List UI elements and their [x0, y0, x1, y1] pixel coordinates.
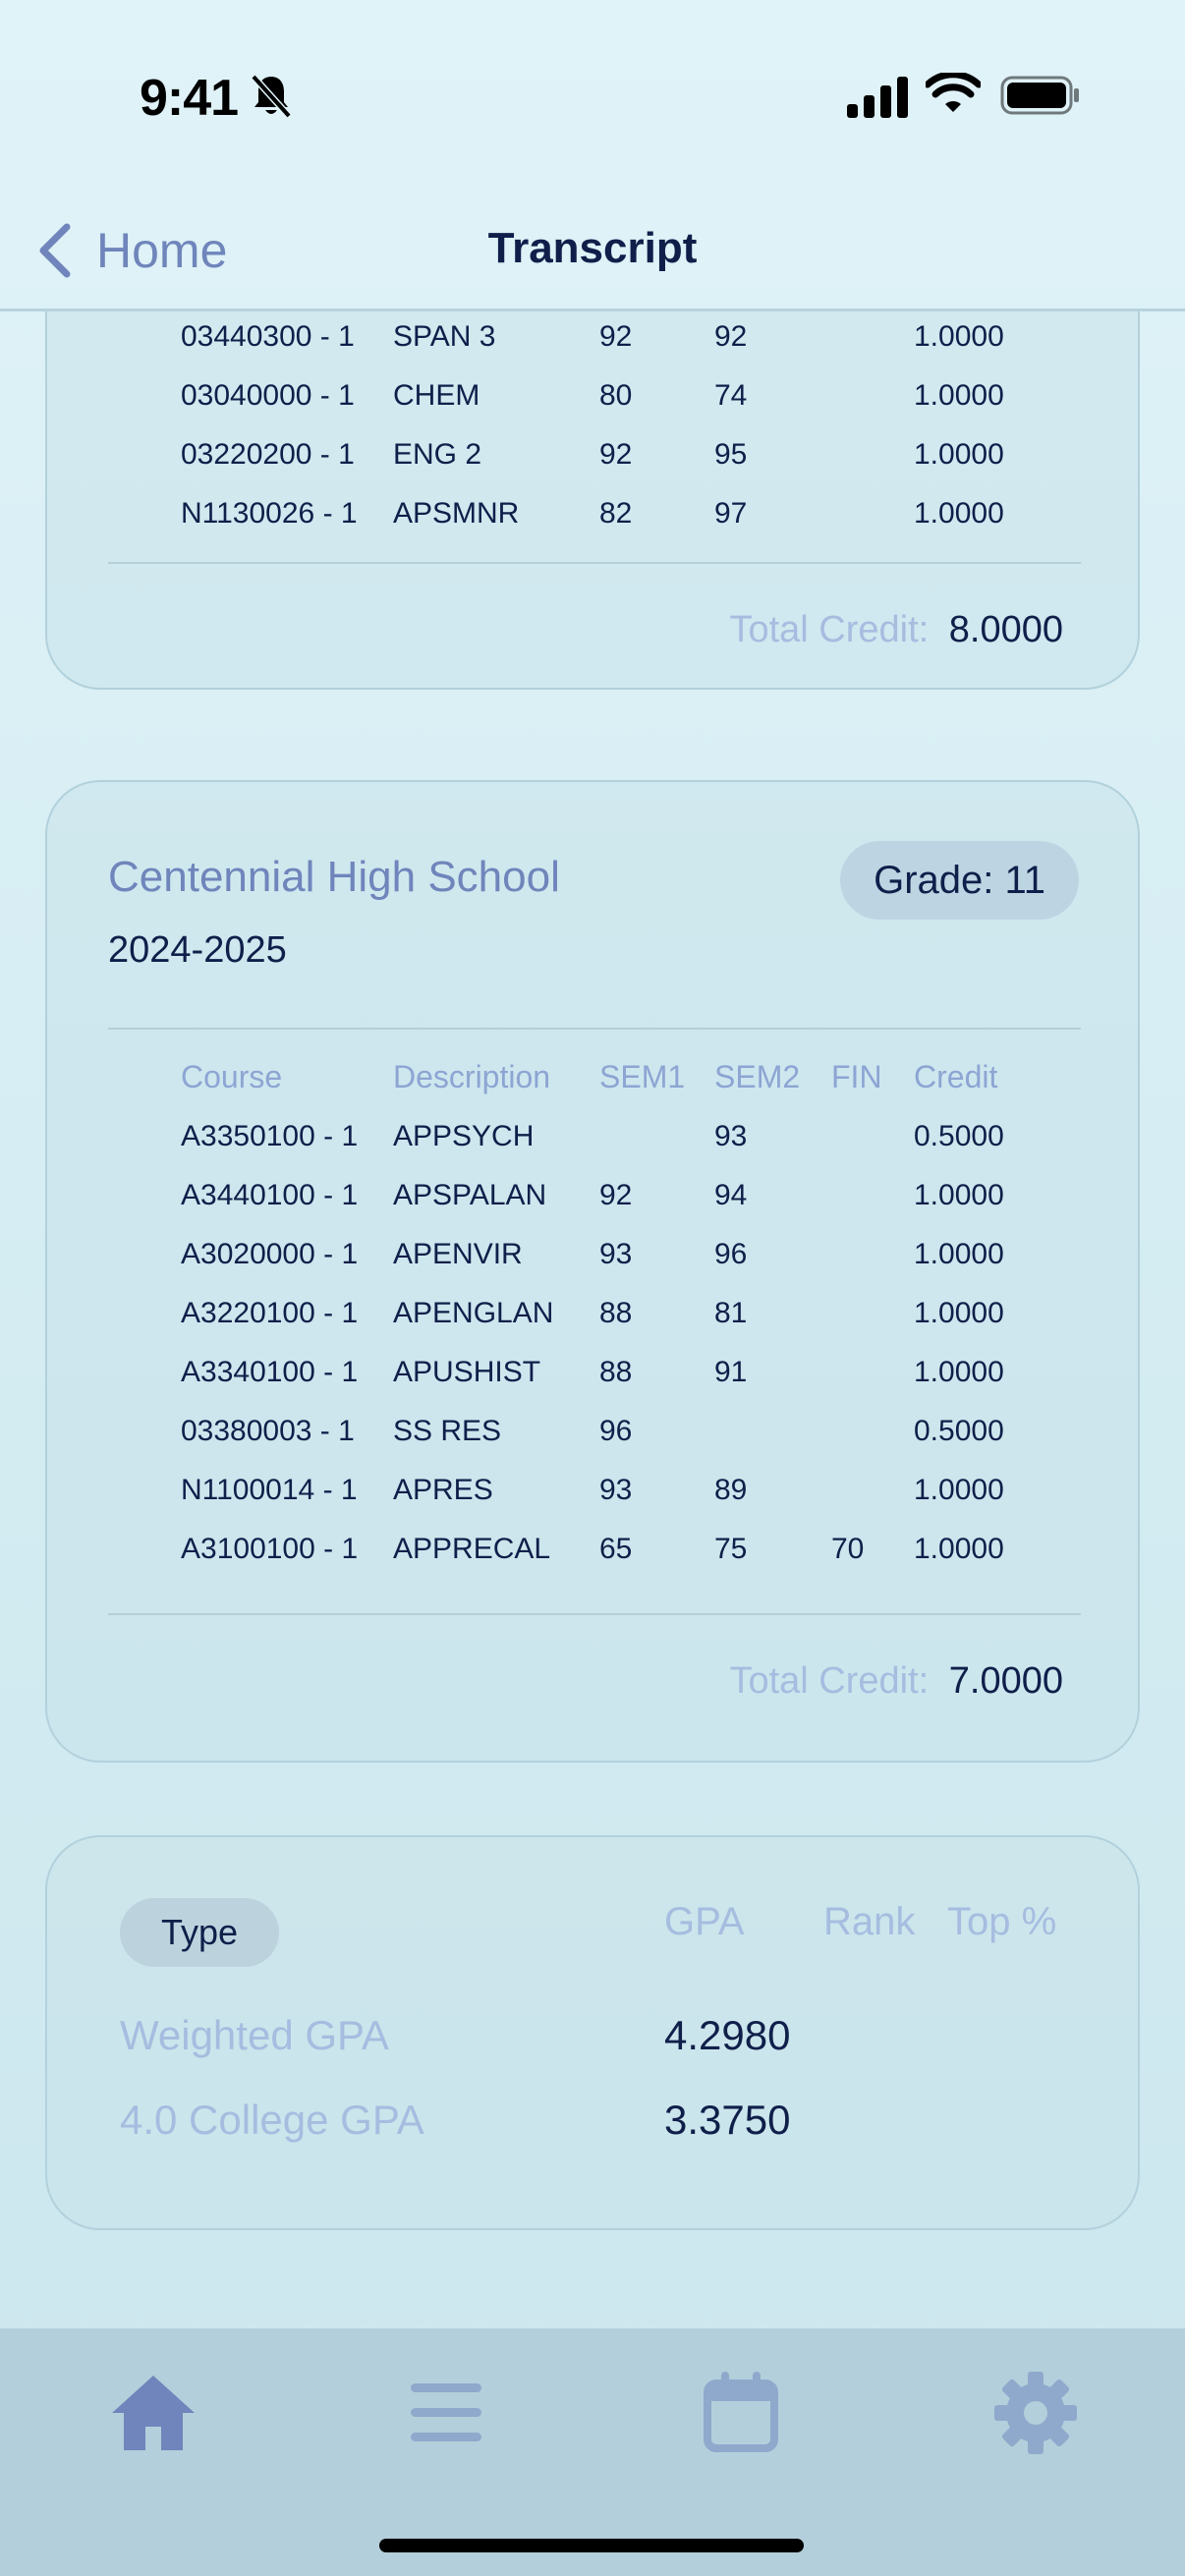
sem1-grade: 93: [599, 1474, 633, 1506]
course-credit: 1.0000: [914, 1356, 1004, 1388]
sem2-grade: 89: [714, 1474, 748, 1506]
course-code: 03220200 - 1: [181, 438, 355, 471]
sem2-grade: 95: [714, 438, 748, 471]
card-divider: [108, 1613, 1081, 1615]
sem1-grade: 92: [599, 320, 633, 353]
total-credit-label: Total Credit:: [729, 1660, 930, 1702]
wifi-icon: [926, 73, 981, 118]
course-description: APRES: [393, 1474, 493, 1506]
course-description: APPSYCH: [393, 1120, 535, 1152]
course-credit: 1.0000: [914, 379, 1004, 412]
header-sem2: SEM2: [714, 1059, 801, 1094]
header-sem1: SEM1: [599, 1059, 686, 1094]
school-name: Centennial High School: [108, 853, 560, 901]
gpa-value-weighted: 4.2980: [664, 2012, 791, 2058]
calendar-icon[interactable]: [696, 2368, 786, 2458]
table-row: [181, 1523, 1065, 1582]
course-credit: 1.0000: [914, 1179, 1004, 1211]
sem2-grade: 96: [714, 1238, 748, 1270]
course-credit: 1.0000: [914, 1297, 1004, 1329]
course-credit: 0.5000: [914, 1415, 1004, 1447]
gpa-type-college: 4.0 College GPA: [120, 2097, 424, 2143]
sem2-grade: 92: [714, 320, 748, 353]
course-credit: 1.0000: [914, 1238, 1004, 1270]
total-credit-label: Total Credit:: [729, 609, 930, 650]
header-fin: FIN: [831, 1059, 882, 1094]
table-row: [181, 1228, 1065, 1287]
sem1-grade: 82: [599, 497, 633, 530]
total-credit-value: 7.0000: [948, 1660, 1063, 1702]
sem2-grade: 93: [714, 1120, 748, 1152]
sem1-grade: 92: [599, 1179, 633, 1211]
sem1-grade: 96: [599, 1415, 633, 1447]
total-credit-value: 8.0000: [948, 609, 1063, 650]
course-description: APPRECAL: [393, 1533, 551, 1565]
table-row: [181, 1464, 1065, 1523]
course-code: A3220100 - 1: [181, 1297, 359, 1329]
course-code: 03040000 - 1: [181, 379, 355, 412]
sem2-grade: 75: [714, 1533, 748, 1565]
course-code: A3350100 - 1: [181, 1120, 359, 1152]
course-description: ENG 2: [393, 438, 482, 471]
course-code: A3440100 - 1: [181, 1179, 359, 1211]
total-credit: [729, 609, 1063, 651]
nav-divider: [0, 308, 1185, 311]
gpa-type-header: Type: [120, 1898, 279, 1967]
course-description: SPAN 3: [393, 320, 496, 353]
table-row: [181, 310, 1065, 369]
sem2-grade: 74: [714, 379, 748, 412]
course-code: 03440300 - 1: [181, 320, 355, 353]
gpa-value-college: 3.3750: [664, 2097, 791, 2143]
table-row: [181, 369, 1065, 428]
course-code: 03380003 - 1: [181, 1415, 355, 1447]
header-credit: Credit: [914, 1059, 998, 1094]
sem1-grade: 93: [599, 1238, 633, 1270]
transcript-card-previous: [45, 310, 1140, 690]
course-description: APSMNR: [393, 497, 520, 530]
table-row: [181, 1346, 1065, 1405]
course-credit: 1.0000: [914, 1533, 1004, 1565]
header-course: Course: [181, 1059, 283, 1094]
course-code: A3340100 - 1: [181, 1356, 359, 1388]
course-credit: 0.5000: [914, 1120, 1004, 1152]
sem1-grade: 92: [599, 438, 633, 471]
course-description: CHEM: [393, 379, 480, 412]
table-row: [181, 1405, 1065, 1464]
page-title: Transcript: [487, 224, 698, 272]
table-header: [181, 1049, 1065, 1108]
course-credit: 1.0000: [914, 1474, 1004, 1506]
card-divider: [108, 562, 1081, 564]
grade-badge: Grade: 11: [840, 841, 1079, 920]
status-bar: [0, 0, 1185, 177]
table-row: [181, 487, 1065, 546]
cellular-signal-icon: [847, 77, 910, 118]
sem1-grade: 65: [599, 1533, 633, 1565]
home-indicator: [379, 2539, 804, 2552]
table-row: [181, 1110, 1065, 1169]
course-description: SS RES: [393, 1415, 502, 1447]
sem2-grade: 94: [714, 1179, 748, 1211]
battery-icon: [1000, 75, 1081, 116]
sem1-grade: 80: [599, 379, 633, 412]
gpa-type-weighted: Weighted GPA: [120, 2012, 389, 2058]
course-code: N1130026 - 1: [181, 497, 358, 530]
card-divider: [108, 1028, 1081, 1030]
list-icon[interactable]: [401, 2368, 491, 2458]
course-credit: 1.0000: [914, 320, 1004, 353]
sem2-grade: 81: [714, 1297, 748, 1329]
course-description: APENGLAN: [393, 1297, 554, 1329]
rank-header: Rank: [823, 1900, 916, 1943]
navigation-bar: [0, 177, 1185, 310]
gear-icon[interactable]: [990, 2368, 1081, 2458]
final-grade: 70: [831, 1533, 865, 1565]
course-description: APENVIR: [393, 1238, 523, 1270]
course-code: A3100100 - 1: [181, 1533, 359, 1565]
course-description: APSPALAN: [393, 1179, 547, 1211]
transcript-card-centennial: [45, 780, 1140, 1763]
header-description: Description: [393, 1059, 551, 1094]
status-time: 9:41: [140, 70, 239, 127]
table-row: [181, 1287, 1065, 1346]
school-year: 2024-2025: [108, 929, 287, 971]
sem1-grade: 88: [599, 1356, 633, 1388]
gpa-card: [45, 1835, 1140, 2230]
sem2-grade: 91: [714, 1356, 748, 1388]
transcript-scroll-area[interactable]: [0, 310, 1185, 2328]
sem2-grade: 97: [714, 497, 748, 530]
course-code: A3020000 - 1: [181, 1238, 359, 1270]
gpa-header: GPA: [664, 1900, 745, 1943]
total-credit: [729, 1660, 1063, 1703]
bell-off-icon: [250, 73, 293, 120]
table-row: [181, 1169, 1065, 1228]
back-label: Home: [96, 223, 228, 278]
table-row: [181, 428, 1065, 487]
home-icon[interactable]: [108, 2368, 198, 2458]
top-percent-header: Top %: [947, 1900, 1057, 1943]
course-description: APUSHIST: [393, 1356, 541, 1388]
sem1-grade: 88: [599, 1297, 633, 1329]
course-credit: 1.0000: [914, 497, 1004, 530]
course-credit: 1.0000: [914, 438, 1004, 471]
course-code: N1100014 - 1: [181, 1474, 358, 1506]
